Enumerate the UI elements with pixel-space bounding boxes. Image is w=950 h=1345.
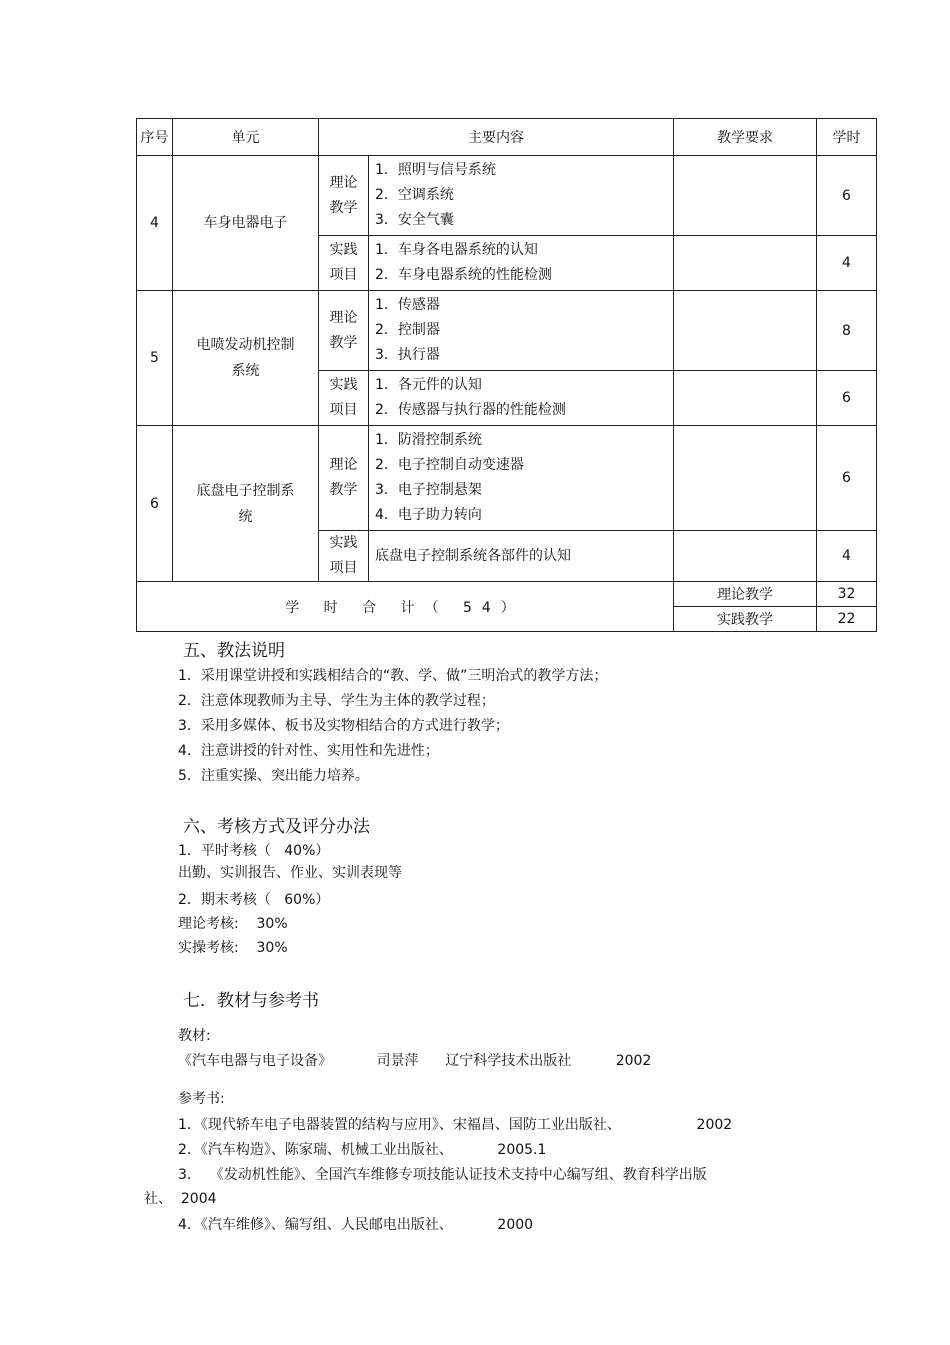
unit-theory-row <box>137 291 877 371</box>
unit-number: 6 <box>137 426 173 582</box>
theory-label: 理论 教学 <box>319 291 369 371</box>
unit-name: 车身电器电子 <box>173 156 319 291</box>
section7-title: 七．教材与参考书 <box>183 991 319 1011</box>
section5-item: 5．注重实操、突出能力培养。 <box>178 768 369 784</box>
content-item: 2．电子控制自动变速器 <box>375 457 524 473</box>
content-item: 1．防滑控制系统 <box>375 432 482 448</box>
reference-item-continued: 社、 2004 <box>144 1191 217 1207</box>
practice-label: 实践 项目 <box>319 531 369 582</box>
requirement-cell <box>674 426 817 531</box>
practice-hours: 6 <box>817 371 877 426</box>
content-item: 3．电子控制悬架 <box>375 482 482 498</box>
content-item: 2．控制器 <box>375 322 440 338</box>
unit-theory-row <box>137 426 877 531</box>
content-item: 3．执行器 <box>375 347 440 363</box>
unit-number: 4 <box>137 156 173 291</box>
section5-item: 2．注意体现教师为主导、学生为主体的教学过程； <box>178 693 495 709</box>
section6-line: 2．期末考核（ 60%） <box>178 892 330 908</box>
unit-name: 底盘电子控制系 统 <box>173 426 319 582</box>
theory-hours: 8 <box>817 291 877 371</box>
content-item: 2．传感器与执行器的性能检测 <box>375 402 566 418</box>
theory-label: 理论 教学 <box>319 426 369 531</box>
textbook-label: 教材: <box>178 1028 211 1044</box>
practice-content <box>369 531 674 582</box>
theory-hours: 6 <box>817 426 877 531</box>
section6-line: 1．平时考核（ 40%） <box>178 843 330 859</box>
content-item: 1．照明与信号系统 <box>375 162 496 178</box>
section6-line: 出勤、实训报告、作业、实训表现等 <box>178 865 402 881</box>
requirement-cell <box>674 236 817 291</box>
header-num: 序号 <box>137 119 173 156</box>
requirement-cell <box>674 291 817 371</box>
content-item: 1．车身各电器系统的认知 <box>375 242 538 258</box>
section5-item: 3．采用多媒体、板书及实物相结合的方式进行教学； <box>178 718 509 734</box>
content-item: 3．安全气囊 <box>375 212 454 228</box>
total-theory-label: 理论教学 <box>674 582 817 607</box>
section6-line: 理论考核: 30% <box>178 916 288 932</box>
total-practice-hours: 22 <box>817 607 877 632</box>
reference-label: 参考书: <box>178 1091 225 1107</box>
unit-name: 电喷发动机控制 系统 <box>173 291 319 426</box>
requirement-cell <box>674 156 817 236</box>
theory-hours: 6 <box>817 156 877 236</box>
textbook-entry: 《汽车电器与电子设备》 司景萍 辽宁科学技术出版社 2002 <box>178 1053 652 1069</box>
content-item: 底盘电子控制系统各部件的认知 <box>375 547 571 564</box>
requirement-cell <box>674 371 817 426</box>
total-label: 学 时 合 计（ 54） <box>137 582 674 632</box>
total-practice-label: 实践教学 <box>674 607 817 632</box>
content-item: 2．车身电器系统的性能检测 <box>375 267 552 283</box>
practice-label: 实践 项目 <box>319 371 369 426</box>
total-theory-row <box>137 582 877 607</box>
content-item: 4．电子助力转向 <box>375 507 482 523</box>
reference-item: 2．《汽车构造》、陈家瑞、机械工业出版社、 2005.1 <box>178 1142 547 1158</box>
unit-theory-row <box>137 156 877 236</box>
header-hours: 学时 <box>817 119 877 156</box>
practice-hours: 4 <box>817 531 877 582</box>
theory-content <box>369 426 674 531</box>
header-requirement: 教学要求 <box>674 119 817 156</box>
table-header-row <box>137 119 877 156</box>
theory-content <box>369 156 674 236</box>
section6-line: 实操考核: 30% <box>178 940 288 956</box>
header-unit: 单元 <box>173 119 319 156</box>
section5-item: 1．采用课堂讲授和实践相结合的“教、学、做”三明治式的教学方法； <box>178 668 608 684</box>
requirement-cell <box>674 531 817 582</box>
total-theory-hours: 32 <box>817 582 877 607</box>
unit-number: 5 <box>137 291 173 426</box>
theory-content <box>369 291 674 371</box>
section5-item: 4．注意讲授的针对性、实用性和先进性； <box>178 743 439 759</box>
content-item: 1．传感器 <box>375 297 440 313</box>
practice-hours: 4 <box>817 236 877 291</box>
section6-title: 六、考核方式及评分办法 <box>183 817 370 837</box>
reference-item: 4．《汽车维修》、编写组、人民邮电出版社、 2000 <box>178 1217 534 1233</box>
header-content: 主要内容 <box>319 119 674 156</box>
practice-content <box>369 236 674 291</box>
content-item: 1．各元件的认知 <box>375 377 482 393</box>
practice-content <box>369 371 674 426</box>
content-item: 2．空调系统 <box>375 187 454 203</box>
course-schedule-table <box>136 118 877 632</box>
section5-title: 五、教法说明 <box>183 641 285 661</box>
reference-item: 1．《现代轿车电子电器装置的结构与应用》、宋福昌、国防工业出版社、 2002 <box>178 1117 733 1133</box>
practice-label: 实践 项目 <box>319 236 369 291</box>
theory-label: 理论 教学 <box>319 156 369 236</box>
reference-item: 3． 《发动机性能》、全国汽车维修专项技能认证技术支持中心编写组、教育科学出版 <box>178 1167 707 1183</box>
